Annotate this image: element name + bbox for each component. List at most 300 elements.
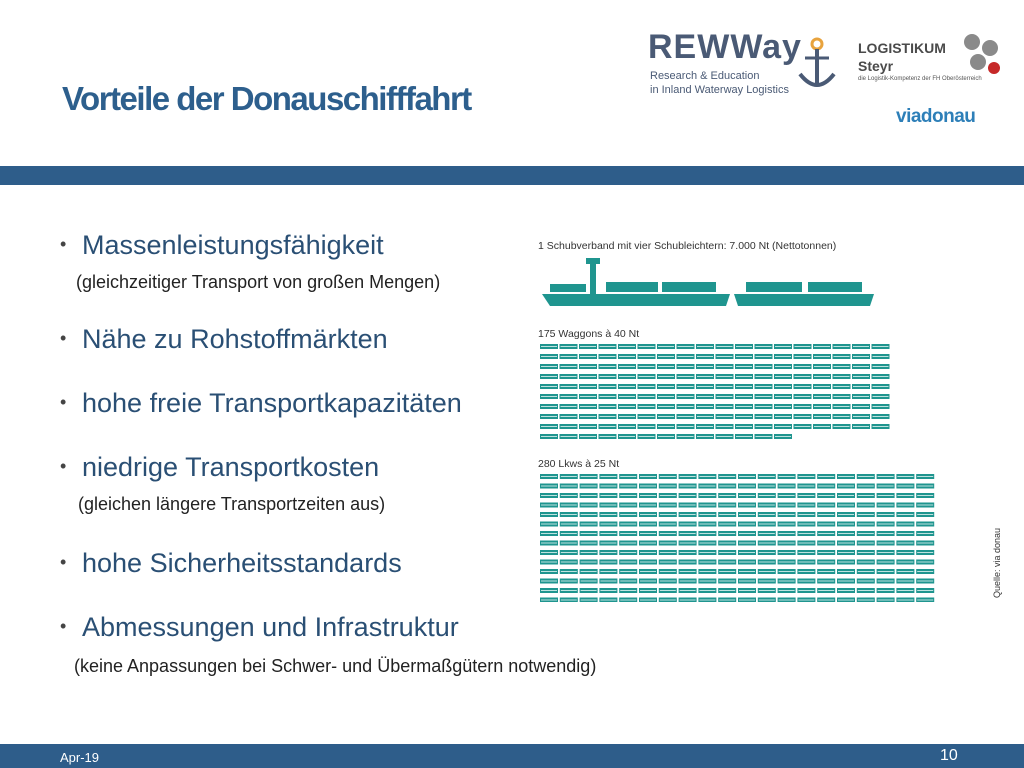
truck-icon <box>639 588 657 593</box>
truck-icon <box>698 598 716 603</box>
truck-icon <box>857 541 875 546</box>
truck-icon <box>698 512 716 517</box>
wagon-icon <box>852 384 870 389</box>
truck-icon <box>698 588 716 593</box>
wagon-icon <box>560 434 578 439</box>
truck-icon <box>599 541 617 546</box>
truck-icon <box>738 493 756 498</box>
wagon-icon <box>833 404 851 409</box>
truck-icon <box>778 522 796 527</box>
truck-icon <box>698 484 716 489</box>
truck-icon <box>916 598 934 603</box>
truck-icon <box>619 531 637 536</box>
wagon-icon <box>599 434 617 439</box>
truck-icon <box>778 569 796 574</box>
wagon-icon <box>813 404 831 409</box>
truck-icon <box>580 493 598 498</box>
wagon-icon <box>579 374 597 379</box>
truck-icon <box>837 531 855 536</box>
bullet-text: Abmessungen und Infrastruktur <box>82 612 459 642</box>
truck-icon <box>896 522 914 527</box>
wagon-icon <box>657 404 675 409</box>
truck-icon <box>580 550 598 555</box>
wagon-icon <box>774 384 792 389</box>
wagon-icon <box>794 364 812 369</box>
truck-icon <box>877 484 895 489</box>
truck-icon <box>877 550 895 555</box>
wagon-icon <box>833 414 851 419</box>
wagon-icon <box>540 424 558 429</box>
truck-icon <box>698 531 716 536</box>
truck-icon <box>619 541 637 546</box>
truck-icon <box>797 493 815 498</box>
truck-icon <box>698 474 716 479</box>
truck-icon <box>837 560 855 565</box>
truck-icon <box>857 550 875 555</box>
truck-icon <box>896 579 914 584</box>
truck-icon <box>718 474 736 479</box>
truck-icon <box>698 560 716 565</box>
truck-icon <box>797 512 815 517</box>
truck-icon <box>580 522 598 527</box>
wagon-icon <box>852 394 870 399</box>
wagon-icon <box>774 354 792 359</box>
truck-icon <box>817 512 835 517</box>
wagon-icon <box>657 354 675 359</box>
truck-icon <box>580 588 598 593</box>
truck-icon <box>797 560 815 565</box>
source-note: Quelle: via donau <box>992 527 1002 598</box>
truck-icon <box>639 531 657 536</box>
wagon-icon <box>735 374 753 379</box>
truck-icon <box>659 474 677 479</box>
truck-icon <box>679 493 697 498</box>
wagon-icon <box>852 354 870 359</box>
truck-icon <box>758 588 776 593</box>
truck-icon <box>580 512 598 517</box>
wagon-icon <box>599 374 617 379</box>
truck-icon <box>619 588 637 593</box>
wagon-icon <box>677 364 695 369</box>
wagon-icon <box>599 354 617 359</box>
truck-icon <box>540 588 558 593</box>
wagon-icon <box>579 344 597 349</box>
wagon-icon <box>774 364 792 369</box>
truck-icon <box>639 541 657 546</box>
truck-icon <box>698 493 716 498</box>
truck-icon <box>837 541 855 546</box>
logistikum-logo <box>858 30 1008 90</box>
wagon-icon <box>579 424 597 429</box>
truck-icon <box>817 579 835 584</box>
truck-icon <box>679 588 697 593</box>
truck-icon <box>916 569 934 574</box>
truck-icon <box>679 560 697 565</box>
wagon-icon <box>813 374 831 379</box>
truck-icon <box>797 550 815 555</box>
truck-icon <box>599 493 617 498</box>
bullet-dot-icon: • <box>60 552 67 572</box>
truck-icon <box>817 474 835 479</box>
truck-icon <box>599 560 617 565</box>
truck-icon <box>896 503 914 508</box>
bullet-text: hohe Sicherheitsstandards <box>82 548 402 578</box>
truck-icon <box>778 550 796 555</box>
truck-icon <box>659 579 677 584</box>
rewway-logo-line1: Research & Education <box>650 70 760 82</box>
truck-icon <box>540 598 558 603</box>
truck-icon <box>560 541 578 546</box>
wagon-icon <box>696 364 714 369</box>
truck-icon <box>619 598 637 603</box>
truck-icon <box>679 484 697 489</box>
wagon-icon <box>579 404 597 409</box>
truck-icon <box>857 474 875 479</box>
footer-bar <box>0 744 1024 768</box>
truck-icon <box>718 541 736 546</box>
truck-icon <box>540 474 558 479</box>
truck-icon <box>540 484 558 489</box>
truck-icon <box>619 503 637 508</box>
wagon-icon <box>696 374 714 379</box>
bullet-subtext: (gleichen längere Transportzeiten aus) <box>78 494 386 514</box>
wagon-icon <box>735 344 753 349</box>
wagon-icon <box>794 344 812 349</box>
wagon-icon <box>677 404 695 409</box>
wagon-icon <box>618 434 636 439</box>
truck-icon <box>738 541 756 546</box>
wagon-icon <box>852 344 870 349</box>
truck-icon <box>857 512 875 517</box>
truck-icon <box>639 550 657 555</box>
bullet-text: Nähe zu Rohstoffmärkten <box>82 324 388 354</box>
bullet-subtext: (gleichzeitiger Transport von großen Mengen) <box>76 272 441 292</box>
truck-icon <box>560 484 578 489</box>
wagon-icon <box>735 364 753 369</box>
truck-icon <box>916 522 934 527</box>
truck-icon <box>619 484 637 489</box>
wagon-icon <box>638 344 656 349</box>
truck-icon <box>698 541 716 546</box>
wagon-icon <box>540 384 558 389</box>
truck-icon <box>916 560 934 565</box>
truck-icon <box>679 512 697 517</box>
wagon-icon <box>618 364 636 369</box>
truck-icon <box>540 569 558 574</box>
wagon-icon <box>618 394 636 399</box>
wagon-icon <box>579 354 597 359</box>
truck-icon <box>619 522 637 527</box>
truck-icon <box>916 512 934 517</box>
truck-icon <box>758 541 776 546</box>
wagon-icon <box>774 434 792 439</box>
wagon-icon <box>774 424 792 429</box>
ship-caption: 1 Schubverband mit vier Schubleichtern: 7.000 Nt (Nettotonnen) <box>538 240 837 252</box>
truck-icon <box>540 493 558 498</box>
wagon-icon <box>560 354 578 359</box>
truck-icon <box>896 550 914 555</box>
wagon-icon <box>599 364 617 369</box>
bullet-item <box>60 324 388 355</box>
truck-icon <box>738 531 756 536</box>
truck-icon <box>718 493 736 498</box>
bullet-dot-icon: • <box>60 234 67 254</box>
truck-icon <box>679 522 697 527</box>
truck-icon <box>599 503 617 508</box>
truck-icon <box>797 503 815 508</box>
trucks-caption: 280 Lkws à 25 Nt <box>538 458 620 470</box>
wagon-icon <box>540 354 558 359</box>
truck-icon <box>877 541 895 546</box>
truck-icon <box>797 598 815 603</box>
wagon-icon <box>755 424 773 429</box>
wagon-icon <box>657 344 675 349</box>
truck-icon <box>738 560 756 565</box>
wagon-icon <box>618 344 636 349</box>
truck-icon <box>916 484 934 489</box>
truck-icon <box>857 598 875 603</box>
truck-icon <box>718 588 736 593</box>
truck-icon <box>896 598 914 603</box>
truck-icon <box>778 474 796 479</box>
logistikum-logo-tagline: die Logistik-Kompetenz der FH Oberösterreich <box>858 76 982 82</box>
wagon-icon <box>755 364 773 369</box>
truck-icon <box>698 579 716 584</box>
wagon-icon <box>540 364 558 369</box>
bullet-item <box>60 230 384 261</box>
truck-icon <box>817 503 835 508</box>
wagon-icon <box>677 414 695 419</box>
truck-icon <box>877 474 895 479</box>
truck-icon <box>659 541 677 546</box>
truck-icon <box>758 550 776 555</box>
wagon-icon <box>833 344 851 349</box>
wagon-icon <box>813 344 831 349</box>
truck-icon <box>837 569 855 574</box>
wagon-icon <box>755 374 773 379</box>
wagon-icon <box>872 374 890 379</box>
truck-icon <box>639 560 657 565</box>
bullet-subtext: (keine Anpassungen bei Schwer- und Übermaßgütern notwendig) <box>74 656 597 676</box>
wagon-icon <box>716 394 734 399</box>
page-number: 10 <box>940 747 958 764</box>
wagon-icon <box>872 344 890 349</box>
wagon-icon <box>618 374 636 379</box>
truck-icon <box>877 598 895 603</box>
truck-icon <box>718 484 736 489</box>
wagon-icon <box>755 384 773 389</box>
truck-icon <box>778 493 796 498</box>
truck-icon <box>837 512 855 517</box>
truck-icon <box>679 569 697 574</box>
wagon-icon <box>638 354 656 359</box>
truck-icon <box>916 493 934 498</box>
truck-icon <box>778 503 796 508</box>
truck-icon <box>718 531 736 536</box>
wagon-icon <box>774 414 792 419</box>
wagon-icon <box>560 384 578 389</box>
rewway-logo-line2: in Inland Waterway Logistics <box>650 84 789 96</box>
truck-icon <box>817 522 835 527</box>
truck-icon <box>797 588 815 593</box>
wagon-icon <box>540 374 558 379</box>
wagon-icon <box>755 434 773 439</box>
truck-icon <box>718 550 736 555</box>
truck-icon <box>599 522 617 527</box>
wagon-icon <box>852 414 870 419</box>
wagon-icon <box>657 374 675 379</box>
truck-icon <box>698 569 716 574</box>
wagon-icon <box>599 414 617 419</box>
truck-icon <box>698 522 716 527</box>
wagon-icon <box>794 374 812 379</box>
wagon-icon <box>560 414 578 419</box>
truck-icon <box>837 550 855 555</box>
truck-icon <box>797 474 815 479</box>
wagon-icon <box>677 384 695 389</box>
wagon-icon <box>657 384 675 389</box>
truck-icon <box>540 522 558 527</box>
truck-icon <box>619 550 637 555</box>
truck-icon <box>718 569 736 574</box>
truck-icon <box>599 569 617 574</box>
truck-icon <box>659 550 677 555</box>
truck-icon <box>639 579 657 584</box>
wagon-icon <box>638 374 656 379</box>
truck-icon <box>679 474 697 479</box>
truck-icon <box>659 569 677 574</box>
truck-icon <box>560 512 578 517</box>
wagon-icon <box>540 394 558 399</box>
truck-icon <box>738 579 756 584</box>
truck-icon <box>619 474 637 479</box>
truck-icon <box>599 588 617 593</box>
truck-icon <box>619 560 637 565</box>
truck-icon <box>560 474 578 479</box>
wagon-icon <box>813 364 831 369</box>
wagon-icon <box>560 394 578 399</box>
wagon-icon <box>735 384 753 389</box>
truck-icon <box>540 541 558 546</box>
truck-icon <box>877 560 895 565</box>
wagon-icon <box>833 384 851 389</box>
truck-icon <box>817 484 835 489</box>
truck-icon <box>877 588 895 593</box>
truck-icon <box>698 503 716 508</box>
logistikum-logo-title: LOGISTIKUM <box>858 40 946 56</box>
wagon-icon <box>599 344 617 349</box>
truck-icon <box>659 484 677 489</box>
wagon-icon <box>677 394 695 399</box>
truck-icon <box>857 484 875 489</box>
truck-icon <box>540 560 558 565</box>
truck-icon <box>837 579 855 584</box>
truck-icon <box>718 579 736 584</box>
truck-icon <box>896 541 914 546</box>
bullet-item <box>60 548 402 579</box>
truck-icon <box>639 484 657 489</box>
truck-icon <box>896 512 914 517</box>
truck-icon <box>857 493 875 498</box>
truck-icon <box>837 484 855 489</box>
wagon-icon <box>716 354 734 359</box>
wagon-icon <box>794 384 812 389</box>
bullet-dot-icon: • <box>60 392 67 412</box>
truck-icon <box>540 550 558 555</box>
truck-icon <box>580 531 598 536</box>
wagon-icon <box>579 434 597 439</box>
wagon-icon <box>657 434 675 439</box>
truck-icon <box>599 512 617 517</box>
truck-icon <box>679 579 697 584</box>
truck-icon <box>896 531 914 536</box>
wagon-icon <box>579 394 597 399</box>
wagon-icon <box>716 384 734 389</box>
truck-icon <box>837 474 855 479</box>
truck-icon <box>718 503 736 508</box>
wagon-icon <box>579 384 597 389</box>
truck-icon <box>560 493 578 498</box>
wagon-icon <box>599 424 617 429</box>
wagon-icon <box>833 354 851 359</box>
bullet-dot-icon: • <box>60 456 67 476</box>
slide-title: Vorteile der Donauschifffahrt <box>62 80 471 117</box>
truck-icon <box>639 522 657 527</box>
wagon-icon <box>638 434 656 439</box>
wagon-icon <box>774 344 792 349</box>
truck-icon <box>540 579 558 584</box>
wagon-icon <box>774 374 792 379</box>
truck-icon <box>837 598 855 603</box>
truck-icon <box>778 588 796 593</box>
truck-icon <box>619 512 637 517</box>
wagon-icon <box>638 404 656 409</box>
truck-icon <box>580 484 598 489</box>
truck-icon <box>599 484 617 489</box>
truck-icon <box>837 503 855 508</box>
footer-date: Apr-19 <box>60 750 100 765</box>
wagon-icon <box>872 354 890 359</box>
truck-icon <box>817 493 835 498</box>
truck-icon <box>758 560 776 565</box>
truck-icon <box>916 588 934 593</box>
truck-icon <box>560 588 578 593</box>
truck-icon <box>877 493 895 498</box>
wagon-icon <box>696 424 714 429</box>
truck-icon <box>817 598 835 603</box>
wagon-icon <box>735 404 753 409</box>
wagon-icon <box>813 354 831 359</box>
truck-icon <box>540 512 558 517</box>
truck-icon <box>837 522 855 527</box>
truck-icon <box>896 474 914 479</box>
wagon-icon <box>657 364 675 369</box>
truck-icon <box>560 550 578 555</box>
truck-icon <box>916 503 934 508</box>
viadonau-logo: viadonau <box>896 106 976 127</box>
wagon-icon <box>638 364 656 369</box>
truck-icon <box>659 560 677 565</box>
truck-icon <box>758 503 776 508</box>
wagon-icon <box>872 404 890 409</box>
wagon-icon <box>638 384 656 389</box>
bullet-text: niedrige Transportkosten <box>82 452 380 482</box>
truck-icon <box>560 569 578 574</box>
wagon-icon <box>735 414 753 419</box>
truck-icon <box>877 579 895 584</box>
truck-icon <box>560 598 578 603</box>
truck-icon <box>718 522 736 527</box>
